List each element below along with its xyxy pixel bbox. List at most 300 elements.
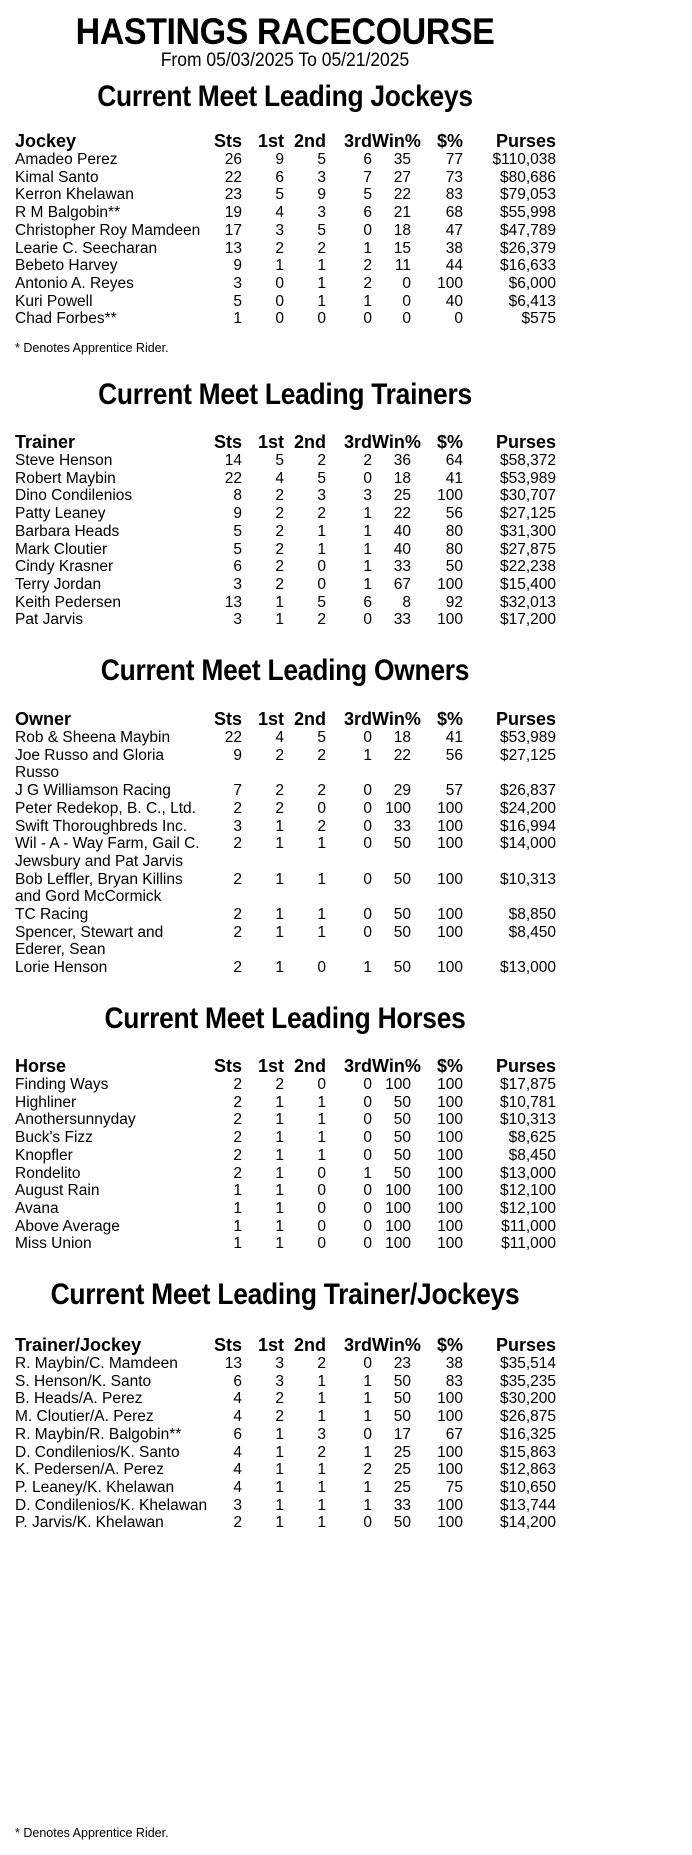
cell-firsts: 1 bbox=[275, 1217, 284, 1235]
column-header-seconds: 2nd bbox=[293, 1056, 326, 1076]
cell-firsts: 1 bbox=[275, 835, 284, 853]
cell-thirds: 1 bbox=[363, 505, 372, 523]
cell-seconds: 0 bbox=[317, 1182, 326, 1200]
cell-seconds: 2 bbox=[317, 817, 326, 835]
column-header-name: Horse bbox=[15, 1056, 67, 1076]
cell-firsts: 1 bbox=[275, 1146, 284, 1164]
cell-purses: $12,863 bbox=[499, 1461, 556, 1479]
cell-firsts: 0 bbox=[275, 310, 284, 328]
column-header-starts: Sts bbox=[213, 432, 242, 452]
column-header-win-pct: Win% bbox=[372, 1335, 421, 1355]
cell-starts: 22 bbox=[224, 729, 242, 746]
table-row bbox=[15, 576, 556, 594]
cell-money-pct: 41 bbox=[445, 469, 463, 487]
cell-thirds: 0 bbox=[363, 906, 372, 924]
cell-win-pct: 27 bbox=[393, 168, 411, 186]
cell-name: Rob & Sheena Maybin bbox=[15, 729, 171, 746]
cell-thirds: 6 bbox=[363, 204, 372, 222]
cell-seconds: 2 bbox=[317, 239, 326, 257]
cell-firsts: 1 bbox=[275, 959, 284, 977]
cell-starts: 3 bbox=[233, 817, 242, 835]
table-row bbox=[15, 835, 556, 870]
cell-money-pct: 100 bbox=[437, 799, 463, 817]
cell-seconds: 3 bbox=[317, 168, 326, 186]
cell-win-pct: 40 bbox=[393, 522, 411, 540]
cell-thirds: 0 bbox=[363, 221, 372, 239]
cell-purses: $11,000 bbox=[501, 1235, 556, 1253]
cell-starts: 3 bbox=[233, 1496, 242, 1514]
cell-seconds: 1 bbox=[317, 1461, 326, 1479]
cell-firsts: 2 bbox=[275, 746, 284, 764]
cell-starts: 2 bbox=[233, 1076, 242, 1093]
cell-name: R. Maybin/R. Balgobin** bbox=[15, 1425, 182, 1443]
cell-firsts: 1 bbox=[275, 611, 284, 629]
cell-thirds: 6 bbox=[363, 593, 372, 611]
cell-win-pct: 50 bbox=[393, 835, 411, 853]
cell-starts: 2 bbox=[233, 835, 242, 853]
cell-seconds: 1 bbox=[317, 906, 326, 924]
cell-name: TC Racing bbox=[15, 906, 89, 924]
cell-thirds: 0 bbox=[363, 799, 372, 817]
cell-name: Swift Thoroughbreds Inc. bbox=[15, 817, 188, 835]
cell-name: Chad Forbes** bbox=[15, 310, 117, 328]
cell-firsts: 1 bbox=[275, 1199, 284, 1217]
column-header-win-pct: Win% bbox=[372, 432, 421, 452]
cell-purses: $17,875 bbox=[499, 1076, 556, 1093]
cell-starts: 4 bbox=[233, 1478, 242, 1496]
cell-win-pct: 50 bbox=[393, 1164, 411, 1182]
cell-starts: 4 bbox=[233, 1390, 242, 1408]
cell-thirds: 1 bbox=[363, 239, 372, 257]
cell-firsts: 1 bbox=[275, 1496, 284, 1514]
cell-money-pct: 100 bbox=[437, 1217, 463, 1235]
cell-firsts: 4 bbox=[275, 204, 284, 222]
cell-seconds: 0 bbox=[317, 1164, 326, 1182]
table-row bbox=[15, 1094, 556, 1112]
cell-win-pct: 50 bbox=[393, 1146, 411, 1164]
table-row bbox=[15, 1497, 556, 1515]
cell-name: Bob Leffler, Bryan Killins and Gord McCormick bbox=[15, 870, 183, 906]
cell-purses: $110,038 bbox=[492, 151, 556, 168]
cell-win-pct: 40 bbox=[393, 540, 411, 558]
cell-thirds: 2 bbox=[363, 1461, 372, 1479]
cell-money-pct: 100 bbox=[437, 835, 463, 853]
cell-purses: $53,989 bbox=[499, 469, 556, 487]
cell-purses: $10,781 bbox=[499, 1093, 556, 1111]
table-owners bbox=[15, 709, 556, 977]
cell-money-pct: 38 bbox=[445, 239, 463, 257]
column-header-firsts: 1st bbox=[257, 1056, 284, 1076]
cell-purses: $17,200 bbox=[499, 611, 556, 629]
cell-firsts: 1 bbox=[275, 1182, 284, 1200]
cell-money-pct: 100 bbox=[437, 906, 463, 924]
table-row bbox=[15, 541, 556, 559]
cell-purses: $24,200 bbox=[499, 799, 556, 817]
cell-starts: 1 bbox=[233, 310, 242, 328]
cell-purses: $13,000 bbox=[499, 1164, 556, 1182]
cell-name: Wil - A - Way Farm, Gail C. Jewsbury and Pat Jarvis bbox=[15, 835, 200, 870]
table-row bbox=[15, 594, 556, 612]
cell-seconds: 1 bbox=[317, 1111, 326, 1129]
cell-starts: 1 bbox=[233, 1217, 242, 1235]
apprentice-note: * Denotes Apprentice Rider. bbox=[15, 341, 169, 355]
cell-firsts: 2 bbox=[275, 1408, 284, 1426]
cell-money-pct: 100 bbox=[437, 1111, 463, 1129]
cell-win-pct: 22 bbox=[393, 746, 411, 764]
cell-starts: 2 bbox=[233, 906, 242, 924]
cell-money-pct: 100 bbox=[437, 1093, 463, 1111]
cell-money-pct: 47 bbox=[445, 221, 463, 239]
cell-win-pct: 25 bbox=[393, 1478, 411, 1496]
table-row bbox=[15, 310, 556, 328]
cell-win-pct: 33 bbox=[393, 558, 411, 576]
cell-name: Mark Cloutier bbox=[15, 540, 108, 558]
cell-money-pct: 83 bbox=[445, 186, 463, 204]
cell-seconds: 5 bbox=[317, 469, 326, 487]
cell-purses: $12,100 bbox=[499, 1182, 556, 1200]
cell-purses: $10,313 bbox=[499, 870, 556, 888]
cell-starts: 3 bbox=[233, 611, 242, 629]
cell-money-pct: 100 bbox=[437, 575, 463, 593]
cell-thirds: 0 bbox=[363, 1199, 372, 1217]
cell-starts: 5 bbox=[233, 292, 242, 310]
cell-purses: $10,313 bbox=[499, 1111, 556, 1129]
cell-seconds: 0 bbox=[317, 799, 326, 817]
cell-seconds: 0 bbox=[317, 959, 326, 977]
cell-firsts: 1 bbox=[275, 257, 284, 275]
cell-win-pct: 50 bbox=[393, 959, 411, 977]
cell-starts: 7 bbox=[233, 782, 242, 800]
cell-seconds: 2 bbox=[317, 746, 326, 764]
cell-name: Patty Leaney bbox=[15, 505, 106, 523]
cell-name: B. Heads/A. Perez bbox=[15, 1390, 143, 1408]
cell-win-pct: 8 bbox=[402, 593, 411, 611]
cell-purses: $80,686 bbox=[499, 168, 556, 186]
cell-firsts: 9 bbox=[275, 151, 284, 168]
cell-money-pct: 100 bbox=[437, 1390, 463, 1408]
cell-win-pct: 33 bbox=[393, 1496, 411, 1514]
cell-firsts: 2 bbox=[275, 239, 284, 257]
cell-name: Joe Russo and Gloria Russo bbox=[15, 746, 165, 782]
cell-money-pct: 100 bbox=[437, 1235, 463, 1253]
cell-starts: 2 bbox=[233, 1093, 242, 1111]
cell-money-pct: 100 bbox=[437, 1514, 463, 1532]
cell-seconds: 0 bbox=[317, 558, 326, 576]
cell-name: J G Williamson Racing bbox=[15, 782, 171, 800]
table-row bbox=[15, 487, 556, 505]
cell-starts: 2 bbox=[233, 923, 242, 941]
cell-starts: 1 bbox=[233, 1182, 242, 1200]
cell-starts: 2 bbox=[233, 799, 242, 817]
cell-seconds: 1 bbox=[317, 1372, 326, 1390]
cell-name: Kerron Khelawan bbox=[15, 186, 134, 204]
date-range: From 05/03/2025 To 05/21/2025 bbox=[160, 50, 410, 71]
cell-win-pct: 50 bbox=[393, 1408, 411, 1426]
cell-purses: $32,013 bbox=[499, 593, 556, 611]
cell-money-pct: 100 bbox=[437, 959, 463, 977]
cell-money-pct: 100 bbox=[437, 274, 463, 292]
cell-name: Finding Ways bbox=[15, 1076, 109, 1093]
cell-thirds: 0 bbox=[363, 1355, 372, 1372]
cell-name: S. Henson/K. Santo bbox=[15, 1372, 152, 1390]
cell-firsts: 1 bbox=[275, 1129, 284, 1147]
cell-firsts: 1 bbox=[275, 1461, 284, 1479]
cell-starts: 2 bbox=[233, 959, 242, 977]
cell-name: Lorie Henson bbox=[15, 959, 108, 977]
cell-name: R M Balgobin** bbox=[15, 204, 121, 222]
table-row bbox=[15, 1147, 556, 1165]
cell-thirds: 0 bbox=[363, 870, 372, 888]
table-row bbox=[15, 1235, 556, 1253]
cell-starts: 13 bbox=[224, 593, 242, 611]
column-header-thirds: 3rd bbox=[343, 432, 372, 452]
cell-name: Kimal Santo bbox=[15, 168, 99, 186]
table-row bbox=[15, 906, 556, 924]
cell-win-pct: 0 bbox=[402, 292, 411, 310]
cell-purses: $14,200 bbox=[499, 1514, 556, 1532]
cell-starts: 5 bbox=[233, 522, 242, 540]
cell-starts: 4 bbox=[233, 1443, 242, 1461]
cell-money-pct: 100 bbox=[437, 1199, 463, 1217]
cell-money-pct: 64 bbox=[445, 452, 463, 469]
cell-win-pct: 25 bbox=[393, 1443, 411, 1461]
cell-firsts: 1 bbox=[275, 817, 284, 835]
table-row bbox=[15, 186, 556, 204]
cell-thirds: 0 bbox=[363, 1146, 372, 1164]
cell-thirds: 1 bbox=[363, 540, 372, 558]
column-header-seconds: 2nd bbox=[293, 709, 326, 729]
column-header-purses: Purses bbox=[495, 1335, 556, 1355]
cell-starts: 22 bbox=[224, 168, 242, 186]
cell-name: Knopfler bbox=[15, 1146, 73, 1164]
cell-money-pct: 100 bbox=[437, 1076, 463, 1093]
cell-money-pct: 77 bbox=[445, 151, 463, 168]
cell-seconds: 9 bbox=[317, 186, 326, 204]
cell-seconds: 1 bbox=[317, 1129, 326, 1147]
cell-starts: 13 bbox=[224, 239, 242, 257]
cell-name: Pat Jarvis bbox=[15, 611, 84, 629]
cell-seconds: 0 bbox=[317, 1199, 326, 1217]
cell-money-pct: 38 bbox=[445, 1355, 463, 1372]
cell-win-pct: 33 bbox=[393, 611, 411, 629]
cell-firsts: 1 bbox=[275, 1235, 284, 1253]
cell-win-pct: 100 bbox=[385, 1235, 411, 1253]
cell-purses: $575 bbox=[521, 310, 556, 328]
cell-name: D. Condilenios/K. Santo bbox=[15, 1443, 180, 1461]
cell-win-pct: 0 bbox=[402, 310, 411, 328]
cell-seconds: 2 bbox=[317, 611, 326, 629]
cell-starts: 6 bbox=[233, 1372, 242, 1390]
cell-money-pct: 44 bbox=[445, 257, 463, 275]
cell-firsts: 1 bbox=[275, 1425, 284, 1443]
cell-thirds: 2 bbox=[363, 274, 372, 292]
cell-purses: $14,000 bbox=[499, 835, 556, 853]
cell-seconds: 1 bbox=[317, 923, 326, 941]
column-header-win-pct: Win% bbox=[372, 1056, 421, 1076]
section-title-owners: Current Meet Leading Owners bbox=[100, 654, 470, 687]
cell-firsts: 2 bbox=[275, 540, 284, 558]
cell-thirds: 0 bbox=[363, 1182, 372, 1200]
cell-name: Cindy Krasner bbox=[15, 558, 114, 576]
cell-purses: $30,200 bbox=[499, 1390, 556, 1408]
cell-money-pct: 92 bbox=[445, 593, 463, 611]
cell-name: Keith Pedersen bbox=[15, 593, 121, 611]
cell-starts: 5 bbox=[233, 540, 242, 558]
cell-name: Steve Henson bbox=[15, 452, 113, 469]
cell-money-pct: 75 bbox=[445, 1478, 463, 1496]
cell-purses: $15,400 bbox=[499, 575, 556, 593]
column-header-money-pct: $% bbox=[436, 1335, 463, 1355]
cell-win-pct: 100 bbox=[385, 1076, 411, 1093]
cell-starts: 26 bbox=[224, 151, 242, 168]
cell-purses: $55,998 bbox=[499, 204, 556, 222]
cell-purses: $16,633 bbox=[499, 257, 556, 275]
cell-thirds: 6 bbox=[363, 151, 372, 168]
table-row bbox=[15, 275, 556, 293]
column-header-win-pct: Win% bbox=[372, 709, 421, 729]
cell-thirds: 2 bbox=[363, 257, 372, 275]
column-header-thirds: 3rd bbox=[343, 1056, 372, 1076]
cell-name: Bebeto Harvey bbox=[15, 257, 118, 275]
cell-name: Amadeo Perez bbox=[15, 151, 118, 168]
cell-firsts: 3 bbox=[275, 1372, 284, 1390]
cell-money-pct: 80 bbox=[445, 540, 463, 558]
table-row bbox=[15, 1355, 556, 1373]
cell-win-pct: 50 bbox=[393, 1129, 411, 1147]
cell-purses: $22,238 bbox=[499, 558, 556, 576]
cell-seconds: 1 bbox=[317, 1408, 326, 1426]
cell-firsts: 4 bbox=[275, 469, 284, 487]
cell-thirds: 1 bbox=[363, 522, 372, 540]
table-row bbox=[15, 1129, 556, 1147]
cell-name: R. Maybin/C. Mamdeen bbox=[15, 1355, 178, 1372]
cell-purses: $27,125 bbox=[499, 505, 556, 523]
cell-starts: 9 bbox=[233, 257, 242, 275]
cell-seconds: 0 bbox=[317, 310, 326, 328]
cell-firsts: 1 bbox=[275, 870, 284, 888]
cell-win-pct: 50 bbox=[393, 1111, 411, 1129]
cell-firsts: 2 bbox=[275, 1076, 284, 1093]
cell-purses: $15,863 bbox=[499, 1443, 556, 1461]
cell-money-pct: 57 bbox=[445, 782, 463, 800]
apprentice-note-bottom: * Denotes Apprentice Rider. bbox=[15, 1826, 169, 1840]
cell-name: Learie C. Seecharan bbox=[15, 239, 158, 257]
cell-seconds: 3 bbox=[317, 487, 326, 505]
cell-money-pct: 100 bbox=[437, 1182, 463, 1200]
cell-starts: 2 bbox=[233, 1164, 242, 1182]
cell-money-pct: 56 bbox=[445, 746, 463, 764]
column-header-starts: Sts bbox=[213, 1056, 242, 1076]
cell-win-pct: 50 bbox=[393, 1093, 411, 1111]
cell-money-pct: 83 bbox=[445, 1372, 463, 1390]
cell-purses: $26,875 bbox=[499, 1408, 556, 1426]
cell-starts: 19 bbox=[224, 204, 242, 222]
cell-win-pct: 18 bbox=[393, 729, 411, 746]
cell-firsts: 1 bbox=[275, 906, 284, 924]
cell-firsts: 3 bbox=[275, 221, 284, 239]
cell-firsts: 2 bbox=[275, 575, 284, 593]
table-row bbox=[15, 1076, 556, 1094]
cell-purses: $16,994 bbox=[499, 817, 556, 835]
cell-starts: 23 bbox=[224, 186, 242, 204]
cell-thirds: 0 bbox=[363, 1425, 372, 1443]
cell-seconds: 2 bbox=[317, 452, 326, 469]
cell-firsts: 0 bbox=[275, 292, 284, 310]
cell-money-pct: 100 bbox=[437, 870, 463, 888]
cell-firsts: 2 bbox=[275, 505, 284, 523]
cell-win-pct: 50 bbox=[393, 923, 411, 941]
table-row bbox=[15, 240, 556, 258]
table-row bbox=[15, 729, 556, 747]
cell-win-pct: 100 bbox=[385, 1217, 411, 1235]
cell-money-pct: 40 bbox=[445, 292, 463, 310]
cell-money-pct: 50 bbox=[445, 558, 463, 576]
column-header-purses: Purses bbox=[495, 432, 556, 452]
column-header-firsts: 1st bbox=[257, 709, 284, 729]
table-header-row bbox=[15, 1335, 556, 1355]
column-header-firsts: 1st bbox=[257, 1335, 284, 1355]
cell-thirds: 0 bbox=[363, 817, 372, 835]
cell-win-pct: 50 bbox=[393, 1372, 411, 1390]
cell-firsts: 1 bbox=[275, 1164, 284, 1182]
cell-firsts: 3 bbox=[275, 1355, 284, 1372]
cell-win-pct: 29 bbox=[393, 782, 411, 800]
cell-seconds: 1 bbox=[317, 257, 326, 275]
cell-win-pct: 33 bbox=[393, 817, 411, 835]
cell-seconds: 1 bbox=[317, 1390, 326, 1408]
cell-purses: $8,450 bbox=[508, 1146, 556, 1164]
table-row bbox=[15, 1218, 556, 1236]
cell-name: Dino Condilenios bbox=[15, 487, 133, 505]
section-title-jockeys: Current Meet Leading Jockeys bbox=[97, 80, 473, 113]
table-header-row bbox=[15, 1056, 556, 1076]
cell-firsts: 6 bbox=[275, 168, 284, 186]
cell-purses: $35,514 bbox=[499, 1355, 556, 1372]
cell-name: Antonio A. Reyes bbox=[15, 274, 134, 292]
cell-thirds: 0 bbox=[363, 782, 372, 800]
cell-seconds: 0 bbox=[317, 575, 326, 593]
cell-purses: $12,100 bbox=[499, 1199, 556, 1217]
column-header-purses: Purses bbox=[495, 709, 556, 729]
cell-money-pct: 0 bbox=[454, 310, 463, 328]
cell-win-pct: 25 bbox=[393, 1461, 411, 1479]
column-header-starts: Sts bbox=[213, 709, 242, 729]
cell-win-pct: 25 bbox=[393, 487, 411, 505]
cell-seconds: 2 bbox=[317, 505, 326, 523]
table-row bbox=[15, 452, 556, 470]
cell-purses: $8,850 bbox=[508, 906, 556, 924]
table-row bbox=[15, 1373, 556, 1391]
cell-thirds: 1 bbox=[363, 959, 372, 977]
cell-seconds: 1 bbox=[317, 1496, 326, 1514]
cell-thirds: 0 bbox=[363, 835, 372, 853]
cell-seconds: 5 bbox=[317, 221, 326, 239]
cell-money-pct: 100 bbox=[437, 611, 463, 629]
cell-money-pct: 100 bbox=[437, 1408, 463, 1426]
table-row bbox=[15, 1165, 556, 1183]
cell-thirds: 1 bbox=[363, 1372, 372, 1390]
cell-win-pct: 15 bbox=[393, 239, 411, 257]
cell-thirds: 0 bbox=[363, 611, 372, 629]
cell-starts: 4 bbox=[233, 1408, 242, 1426]
cell-purses: $8,450 bbox=[508, 923, 556, 941]
cell-purses: $30,707 bbox=[499, 487, 556, 505]
cell-purses: $27,875 bbox=[499, 540, 556, 558]
cell-win-pct: 50 bbox=[393, 1514, 411, 1532]
cell-thirds: 1 bbox=[363, 1164, 372, 1182]
cell-thirds: 1 bbox=[363, 1478, 372, 1496]
cell-money-pct: 100 bbox=[437, 1129, 463, 1147]
